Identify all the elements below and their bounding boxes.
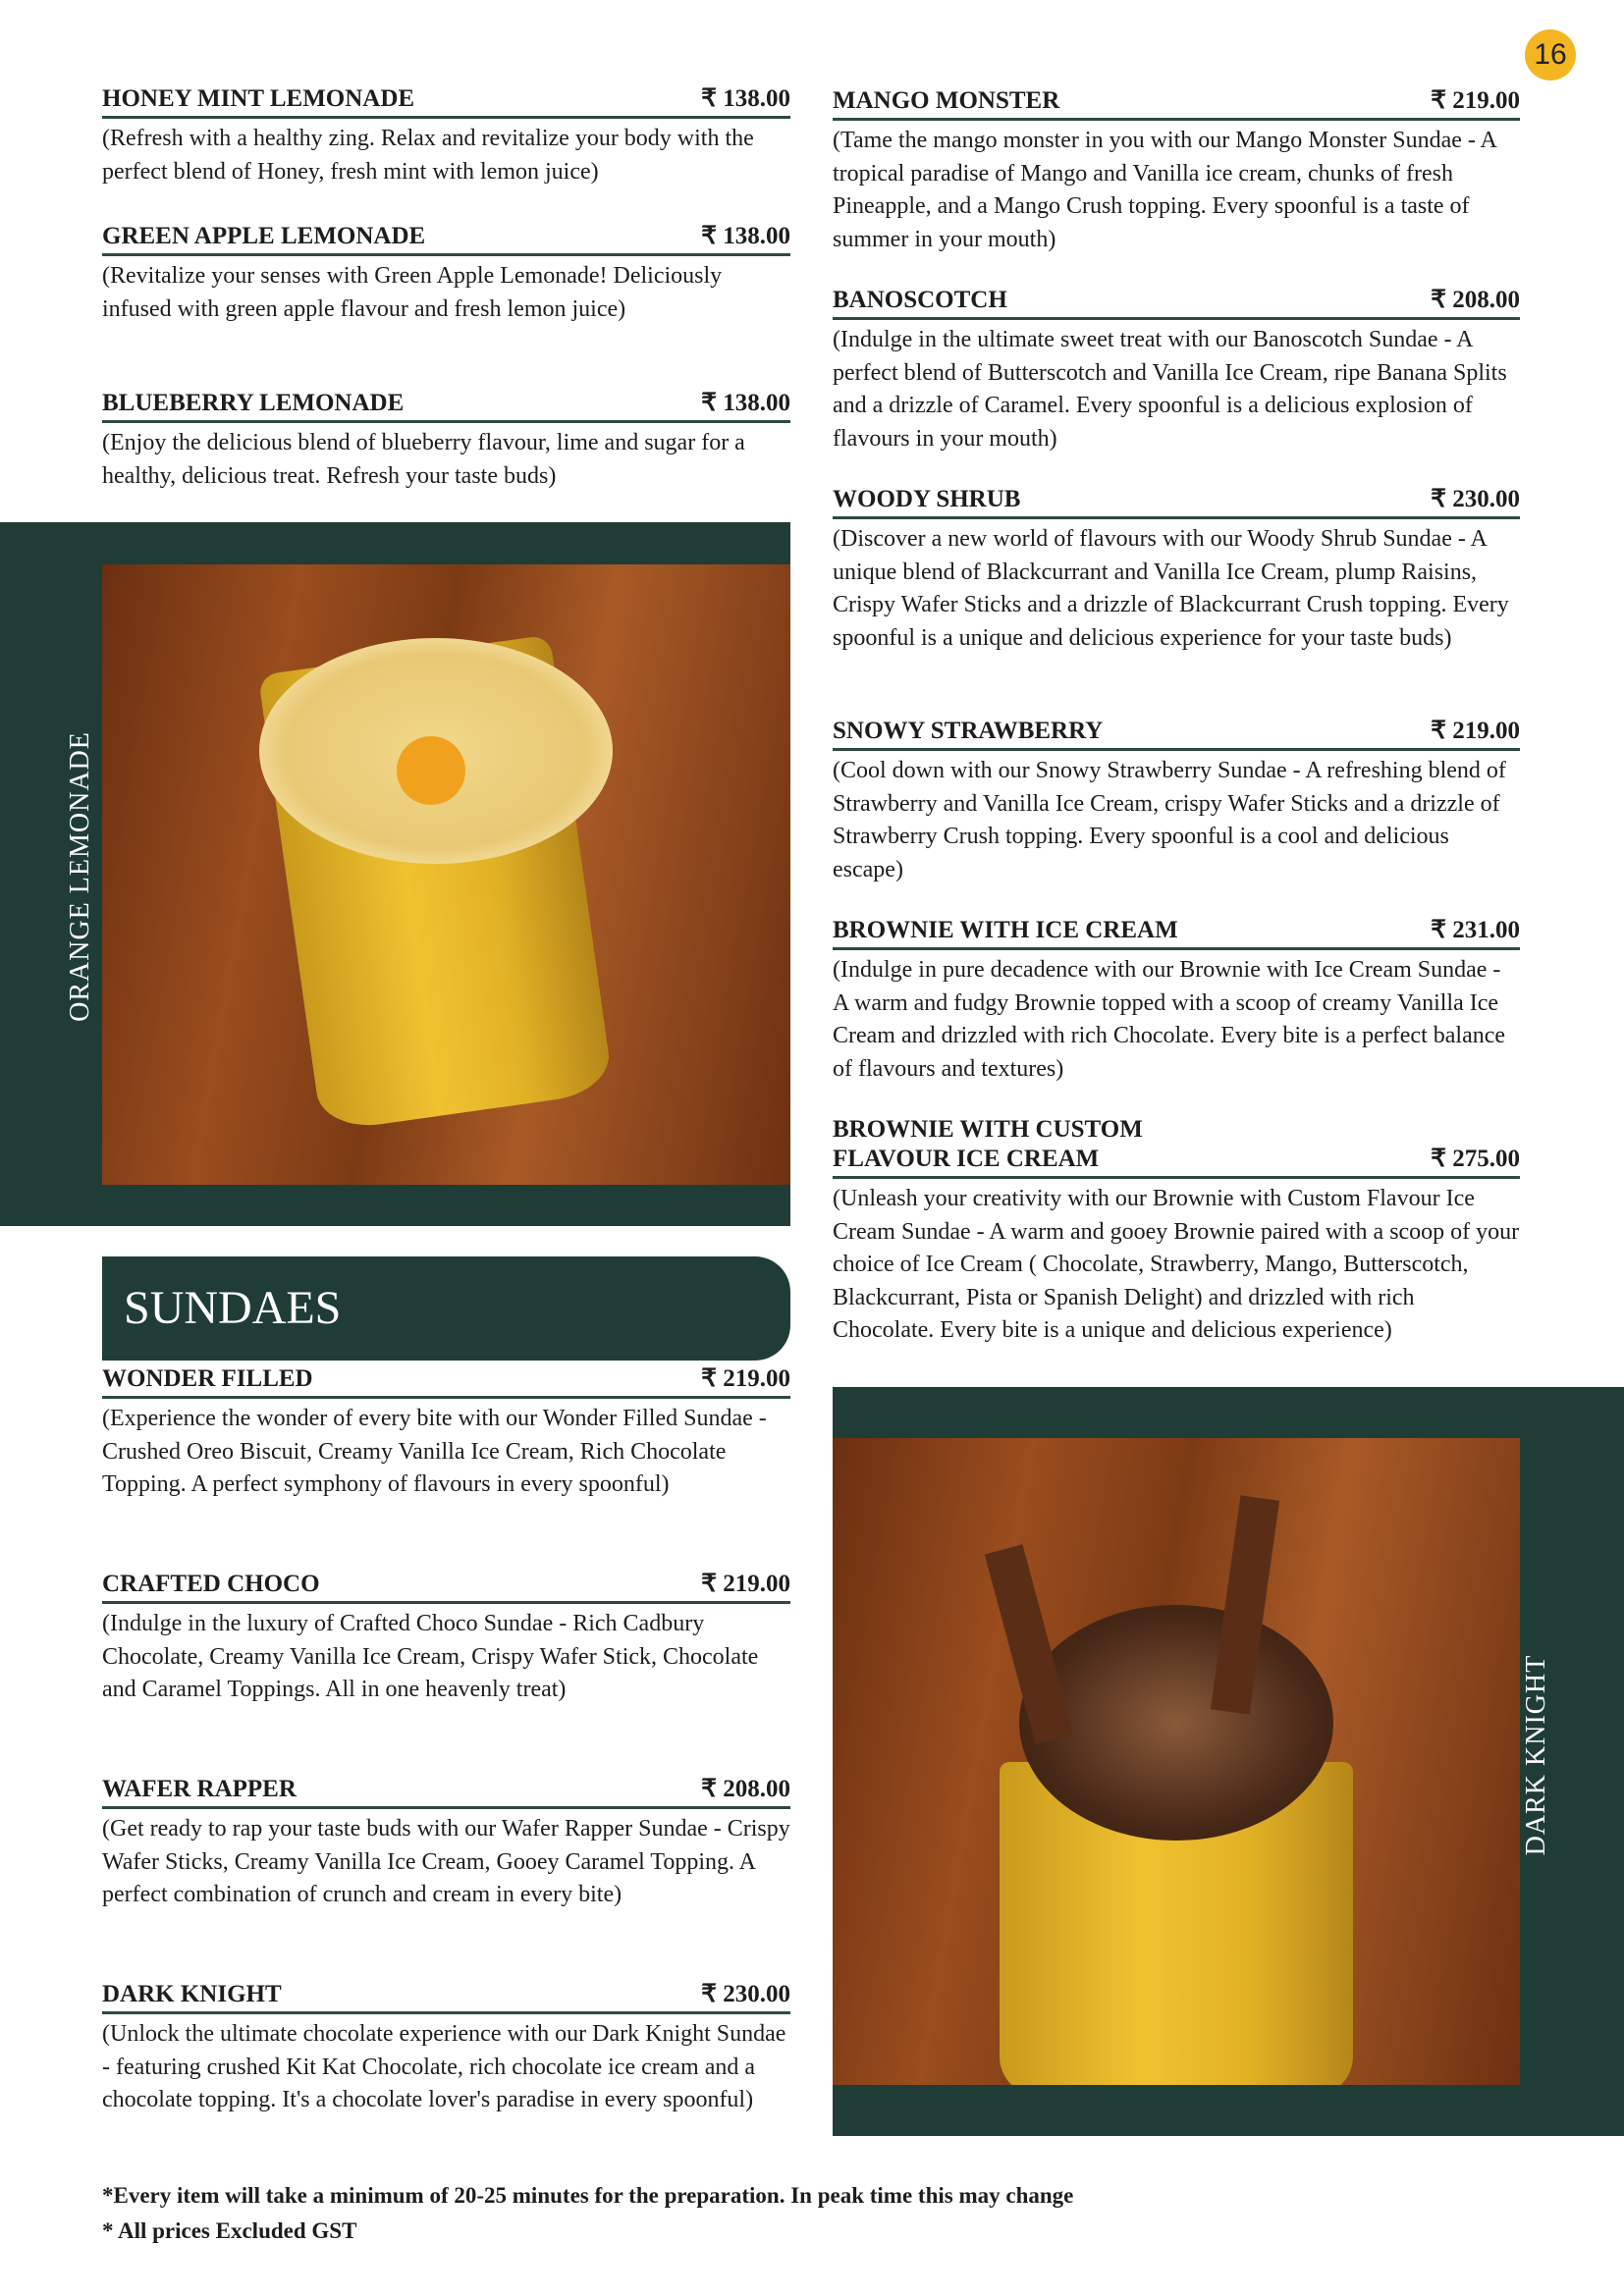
menu-item	[102, 222, 790, 326]
menu-item	[102, 389, 790, 493]
menu-item	[102, 84, 790, 188]
item-name: MANGO MONSTER	[833, 87, 1060, 114]
dark-knight-photo	[833, 1438, 1520, 2085]
item-description: (Indulge in pure decadence with our Brownie with Ice Cream Sundae - A warm and fudgy Brownie topped with a scoop of creamy Vanilla Ice Cream and drizzled with rich Chocolate. Every bite is a perfect balance of flavours and textures)	[833, 957, 1506, 1082]
item-price: ₹ 138.00	[701, 223, 790, 249]
item-price: ₹ 219.00	[1431, 87, 1520, 114]
orange-lemonade-photo	[102, 564, 790, 1185]
menu-item	[833, 86, 1520, 256]
orange-slice	[397, 736, 465, 805]
item-description: (Unleash your creativity with our Brownie with Custom Flavour Ice Cream Sundae - A warm and gooey Brownie paired with a scoop of your choice of Ice Cream ( Chocolate, Strawberry, Mango, Butterscotch, Blackcurrant, Pista or Spanish Delight) and drizzled with rich Chocolate. Every bite is a unique and delicious experience)	[833, 1186, 1520, 1343]
item-price: ₹ 219.00	[1431, 718, 1520, 744]
item-description: (Discover a new world of flavours with our Woody Shrub Sundae - A unique blend of Blackcurrant and Vanilla Ice Cream, plump Raisins, Crispy Wafer Sticks and a drizzle of Blackcurrant Crush topping. Every spoonful is a unique and delicious experience for your taste buds)	[833, 526, 1509, 651]
item-price: ₹ 230.00	[701, 1981, 790, 2007]
item-name: BLUEBERRY LEMONADE	[102, 390, 405, 416]
menu-item	[102, 1980, 790, 2117]
item-price: ₹ 138.00	[701, 390, 790, 416]
menu-item	[833, 1115, 1520, 1348]
item-name: CRAFTED CHOCO	[102, 1571, 320, 1597]
dark-knight-label: DARK KNIGHT	[1521, 1654, 1551, 1856]
item-price: ₹ 208.00	[701, 1776, 790, 1802]
item-name: WAFER RAPPER	[102, 1776, 297, 1802]
item-price: ₹ 208.00	[1431, 287, 1520, 313]
menu-item	[833, 485, 1520, 655]
menu-item	[833, 916, 1520, 1086]
menu-item	[102, 1570, 790, 1707]
item-price: ₹ 231.00	[1431, 917, 1520, 943]
menu-item	[833, 286, 1520, 455]
item-name: SNOWY STRAWBERRY	[833, 718, 1104, 744]
item-price: ₹ 138.00	[701, 85, 790, 112]
item-description: (Enjoy the delicious blend of blueberry flavour, lime and sugar for a healthy, delicious treat. Refresh your taste buds)	[102, 430, 745, 489]
item-price: ₹ 230.00	[1431, 486, 1520, 512]
item-price: ₹ 219.00	[701, 1571, 790, 1597]
item-description: (Refresh with a healthy zing. Relax and revitalize your body with the perfect blend of Honey, fresh mint with lemon juice)	[102, 126, 754, 185]
item-description: (Experience the wonder of every bite with our Wonder Filled Sundae - Crushed Oreo Biscuit, Creamy Vanilla Ice Cream, Rich Chocolate Topping. A perfect symphony of flavours in every spoonful)	[102, 1406, 767, 1497]
item-description: (Indulge in the luxury of Crafted Choco Sundae - Rich Cadbury Chocolate, Creamy Vanilla Ice Cream, Crispy Wafer Stick, Chocolate and Caramel Toppings. All in one heavenly treat)	[102, 1611, 759, 1702]
item-name: HONEY MINT LEMONADE	[102, 85, 415, 112]
item-description: (Revitalize your senses with Green Apple Lemonade! Deliciously infused with green apple flavour and fresh lemon juice)	[102, 263, 723, 322]
item-name: DARK KNIGHT	[102, 1981, 282, 2007]
item-description: (Get ready to rap your taste buds with our Wafer Rapper Sundae - Crispy Wafer Sticks, Creamy Vanilla Ice Cream, Gooey Caramel Topping. A perfect combination of crunch and cream in every bite)	[102, 1816, 790, 1907]
item-name: WONDER FILLED	[102, 1365, 313, 1392]
item-description: (Tame the mango monster in you with our Mango Monster Sundae - A tropical paradise of Mango and Vanilla ice cream, chunks of fresh Pineapple, and a Mango Crush topping. Every spoonful is a taste of summer in your mouth)	[833, 128, 1496, 252]
footer-note-preparation: *Every item will take a minimum of 20-25 minutes for the preparation. In peak time this may change	[102, 2183, 1074, 2208]
item-description: (Unlock the ultimate chocolate experience with our Dark Knight Sundae - featuring crushed Kit Kat Chocolate, rich chocolate ice cream and a chocolate topping. It's a chocolate lover's paradise in every spoonful)	[102, 2021, 786, 2112]
section-title-sundaes: SUNDAES	[102, 1256, 790, 1361]
item-description: (Cool down with our Snowy Strawberry Sundae - A refreshing blend of Strawberry and Vanilla Ice Cream, crispy Wafer Sticks and a drizzle of Strawberry Crush topping. Every spoonful is a cool and delicious escape)	[833, 758, 1506, 882]
menu-item	[833, 717, 1520, 886]
item-name: GREEN APPLE LEMONADE	[102, 223, 426, 249]
menu-item	[102, 1364, 790, 1502]
item-name: BROWNIE WITH ICE CREAM	[833, 917, 1178, 943]
item-name: WOODY SHRUB	[833, 486, 1021, 512]
menu-item	[102, 1775, 790, 1912]
footer-note-gst: * All prices Excluded GST	[102, 2218, 357, 2243]
item-description: (Indulge in the ultimate sweet treat with our Banoscotch Sundae - A perfect blend of Butterscotch and Vanilla Ice Cream, ripe Banana Splits and a drizzle of Caramel. Every spoonful is a delicious explosion of flavours in your mouth)	[833, 327, 1507, 452]
item-price: ₹ 219.00	[701, 1365, 790, 1392]
page-number-badge: 16	[1525, 29, 1576, 80]
item-name: BANOSCOTCH	[833, 287, 1007, 313]
orange-lemonade-label: ORANGE LEMONADE	[65, 731, 95, 1022]
item-price: ₹ 275.00	[1431, 1146, 1520, 1172]
item-name: BROWNIE WITH CUSTOM FLAVOUR ICE CREAM	[833, 1116, 1143, 1172]
